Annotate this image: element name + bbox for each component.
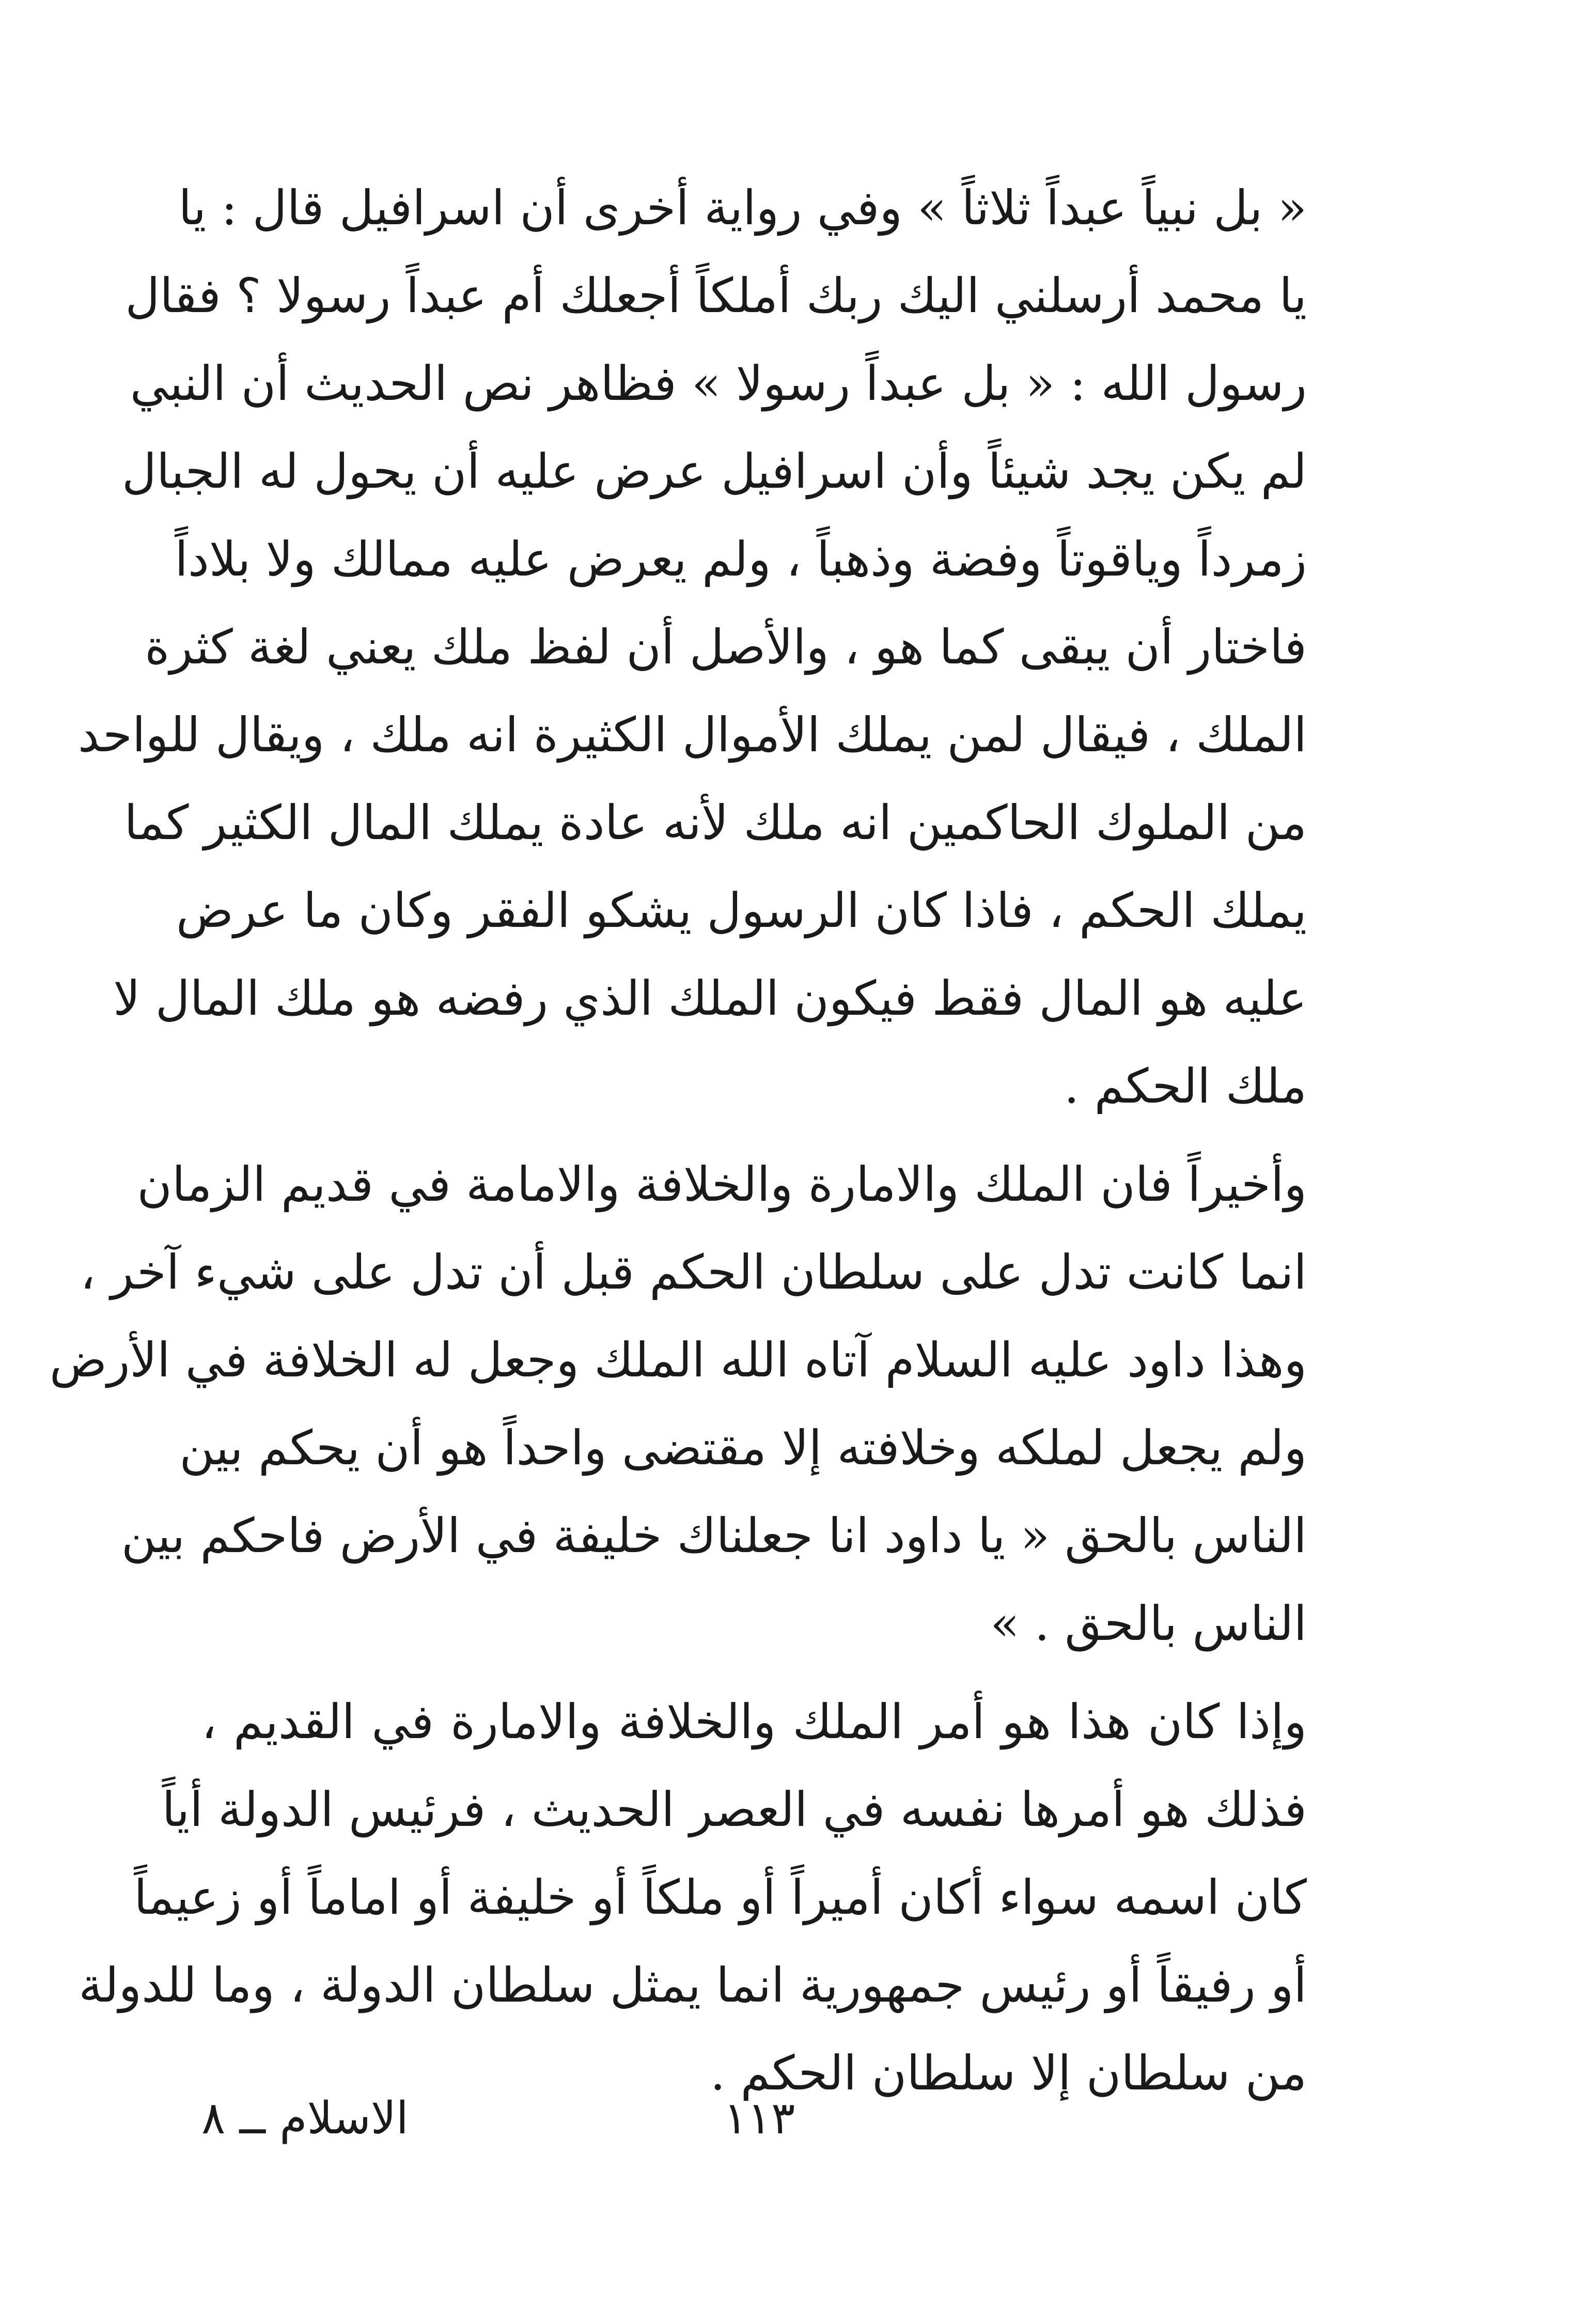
paragraph-gap: [201, 1668, 1307, 1678]
text-line: الملك ، فيقال لمن يملك الأموال الكثيرة انه ملك ، ويقال للواحد: [77, 707, 1307, 763]
text-line: من سلطان إلا سلطان الحكم .: [710, 2046, 1307, 2101]
text-line: الناس بالحق « يا داود انا جعلناك خليفة في الأرض فاحكم بين: [121, 1508, 1307, 1563]
text-line: الناس بالحق . »: [990, 1596, 1307, 1651]
signature-mark: الاسلام ــ ٨: [201, 2093, 409, 2144]
text-line: عليه هو المال فقط فيكون الملك الذي رفضه هو ملك المال لا: [113, 971, 1307, 1026]
text-line: وهذا داود عليه السلام آتاه الله الملك وجعل له الخلافة في الأرض: [49, 1333, 1307, 1388]
paragraph: [49, 1141, 1307, 1668]
paragraph-gap: [201, 1130, 1307, 1141]
text-line: وأخيراً فان الملك والامارة والخلافة والامامة في قديم الزمان: [137, 1157, 1307, 1212]
text-line: رسول الله : « بل عبداً رسولا » فظاهر نص الحديث أن النبي: [130, 356, 1307, 411]
page-number: ١١٣: [723, 2093, 795, 2144]
text-line: لم يكن يجد شيئاً وأن اسرافيل عرض عليه أن يحول له الجبال: [121, 444, 1307, 499]
text-line: ملك الحكم .: [1064, 1059, 1307, 1114]
paragraph: [77, 164, 1307, 1130]
text-line: وإذا كان هذا هو أمر الملك والخلافة والامارة في القديم ،: [201, 1694, 1307, 1749]
text-line: كان اسمه سواء أكان أميراً أو ملكاً أو خليفة أو اماماً أو زعيماً: [134, 1870, 1307, 1925]
text-line: من الملوك الحاكمين انه ملك لأنه عادة يملك المال الكثير كما: [124, 795, 1307, 850]
text-line: يملك الحكم ، فاذا كان الرسول يشكو الفقر وكان ما عرض: [176, 883, 1307, 938]
text-line: فذلك هو أمرها نفسه في العصر الحديث ، فرئيس الدولة أياً: [162, 1782, 1307, 1837]
text-line: فاختار أن يبقى كما هو ، والأصل أن لفظ ملك يعني لغة كثرة: [145, 619, 1307, 675]
text-line: « بل نبياً عبداً ثلاثاً » وفي رواية أخرى أن اسرافيل قال : يا: [178, 180, 1307, 236]
paragraph: [79, 1678, 1307, 2117]
text-line: انما كانت تدل على سلطان الحكم قبل أن تدل على شيء آخر ،: [80, 1245, 1307, 1300]
text-line: ولم يجعل لملكه وخلافته إلا مقتضى واحداً هو أن يحكم بين: [179, 1420, 1307, 1476]
text-line: يا محمد أرسلني اليك ربك أملكاً أجعلك أم عبداً رسولا ؟ فقال: [125, 268, 1307, 323]
text-line: زمرداً وياقوتاً وفضة وذهباً ، ولم يعرض عليه ممالك ولا بلاداً: [175, 532, 1307, 587]
body-text: [49, 164, 1307, 2117]
text-line: أو رفيقاً أو رئيس جمهورية انما يمثل سلطان الدولة ، وما للدولة: [79, 1958, 1307, 2013]
